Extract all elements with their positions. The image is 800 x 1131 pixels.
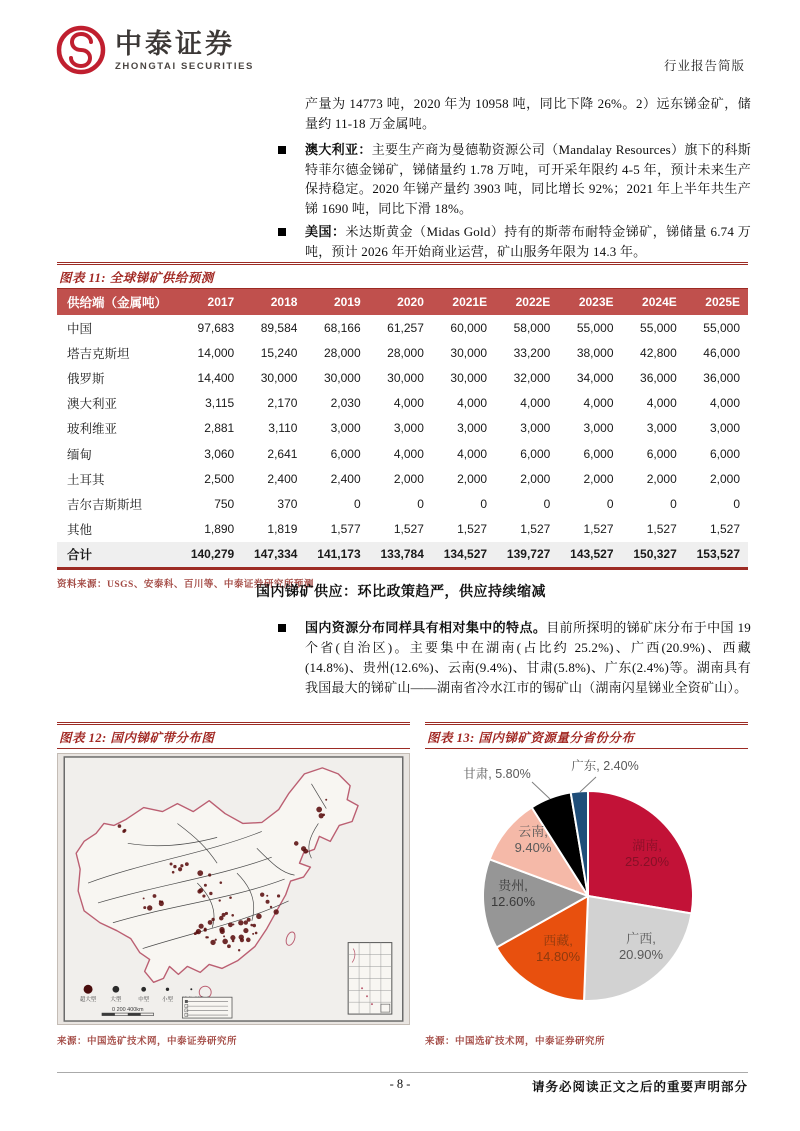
- china-map-figure: [57, 753, 410, 1025]
- section-heading: 国内锑矿供应：环比政策趋严，供应持续缩减: [256, 585, 546, 600]
- table-cell: 2,641: [242, 441, 305, 466]
- table-cell: 60,000: [432, 315, 495, 340]
- figure-title-rule: [425, 748, 748, 749]
- table-cell: 土耳其: [57, 466, 179, 491]
- pie-label-甘肃: 甘肃, 5.80%: [463, 767, 531, 781]
- pie-chart-svg: [425, 753, 748, 1025]
- table-cell: 俄罗斯: [57, 365, 179, 390]
- legend-label: 小型: [162, 997, 173, 1004]
- bullet-usa: [305, 222, 751, 261]
- table-header-cell: 2022E: [495, 289, 558, 315]
- table-cell: 6,000: [622, 441, 685, 466]
- figure-11-source: 资料来源：USGS、安泰科、百川等、中泰证券研究所预测: [57, 579, 314, 590]
- table-cell: 140,279: [179, 542, 242, 567]
- table-cell: 中国: [57, 315, 179, 340]
- table-cell: 1,819: [242, 517, 305, 542]
- pie-label-广西: 广西, 20.90%: [618, 931, 664, 962]
- table-cell: 0: [432, 491, 495, 516]
- table-row: [57, 491, 748, 516]
- table-cell: 133,784: [369, 542, 432, 567]
- pie-label-湖南: 湖南, 25.20%: [624, 838, 670, 869]
- table-cell: 2,170: [242, 391, 305, 416]
- bullet-marker: [278, 146, 286, 154]
- table-row: [57, 340, 748, 365]
- table-cell: 3,115: [179, 391, 242, 416]
- table-header-cell: 2020: [369, 289, 432, 315]
- table-cell: 0: [622, 491, 685, 516]
- logo-en-text: ZHONGTAI SECURITIES: [115, 60, 254, 72]
- table-header-cell: 2019: [305, 289, 368, 315]
- figure-12-block: [57, 722, 410, 1047]
- table-cell: 3,000: [622, 416, 685, 441]
- table-cell: 3,000: [558, 416, 621, 441]
- table-cell: 2,030: [305, 391, 368, 416]
- table-cell: 玻利维亚: [57, 416, 179, 441]
- table-cell: 143,527: [558, 542, 621, 567]
- bullet-domestic: [305, 618, 751, 698]
- table-cell: 750: [179, 491, 242, 516]
- bullet-lead: 美国：: [305, 224, 346, 239]
- supply-table: [57, 289, 748, 567]
- table-cell: 3,110: [242, 416, 305, 441]
- table-cell: 28,000: [305, 340, 368, 365]
- logo-cn-text: 中泰证券: [115, 28, 235, 59]
- table-cell: 141,173: [305, 542, 368, 567]
- bullet-australia: [305, 140, 751, 218]
- supply-table-body: [57, 315, 748, 567]
- table-cell: 38,000: [558, 340, 621, 365]
- table-header-cell: 2018: [242, 289, 305, 315]
- table-cell: 55,000: [558, 315, 621, 340]
- table-cell: 2,500: [179, 466, 242, 491]
- supply-table-head: [57, 289, 748, 315]
- pie-chart-figure: [425, 753, 748, 1025]
- table-cell: 2,000: [685, 466, 748, 491]
- table-cell: 吉尔吉斯斯坦: [57, 491, 179, 516]
- table-cell: 缅甸: [57, 441, 179, 466]
- table-cell: 2,000: [369, 466, 432, 491]
- figure-11-block: [57, 262, 748, 590]
- table-cell: 其他: [57, 517, 179, 542]
- bullet-marker: [278, 228, 286, 236]
- zhongtai-logo-icon: [55, 24, 107, 76]
- table-cell: 30,000: [432, 365, 495, 390]
- table-cell: 6,000: [305, 441, 368, 466]
- table-row: [57, 517, 748, 542]
- table-cell: 30,000: [432, 340, 495, 365]
- table-cell: 134,527: [432, 542, 495, 567]
- pie-label-云南: 云南, 9.40%: [514, 824, 552, 855]
- table-cell: 3,000: [685, 416, 748, 441]
- bullet-text: 主要生产商为曼德勒资源公司（Mandalay Resources）旗下的科斯特菲尔德金锑矿，锑储量约 1.78 万吨，可开采年限约 4-5 年，预计未来生产保持稳定。2020 年锑产量约 3903 吨，同比增长 92%；2021 年上半年共生产锑 1690 吨，同比下滑 18%。: [305, 142, 751, 216]
- table-row: [57, 365, 748, 390]
- table-cell: 30,000: [305, 365, 368, 390]
- table-cell: 2,000: [622, 466, 685, 491]
- map-scale-label: 0 200 400km: [112, 1007, 144, 1014]
- table-cell: 139,727: [495, 542, 558, 567]
- footer-disclaimer: 请务必阅读正文之后的重要声明部分: [531, 1080, 748, 1094]
- table-cell: 150,327: [622, 542, 685, 567]
- table-cell: 4,000: [432, 441, 495, 466]
- table-cell: 2,000: [495, 466, 558, 491]
- pie-label-广东: 广东, 2.40%: [571, 759, 639, 773]
- table-cell: 0: [305, 491, 368, 516]
- table-cell: 3,000: [432, 416, 495, 441]
- table-row: [57, 416, 748, 441]
- table-cell: 0: [495, 491, 558, 516]
- paragraph-continuation: 产量为 14773 吨，2020 年为 10958 吨，同比下降 26%。2）远东锑金矿，储量约 11-18 万金属吨。: [305, 96, 751, 131]
- table-cell: 1,527: [622, 517, 685, 542]
- table-header-cell: 2017: [179, 289, 242, 315]
- table-row: [57, 391, 748, 416]
- table-cell: 30,000: [369, 365, 432, 390]
- table-cell: 1,527: [558, 517, 621, 542]
- table-cell: 33,200: [495, 340, 558, 365]
- table-cell: 0: [558, 491, 621, 516]
- table-cell: 55,000: [622, 315, 685, 340]
- legend-label: 超大型: [79, 997, 97, 1004]
- table-cell: 0: [369, 491, 432, 516]
- pie-label-leader: [532, 782, 550, 799]
- table-cell: 2,400: [305, 466, 368, 491]
- table-cell: 4,000: [685, 391, 748, 416]
- table-cell: 合计: [57, 542, 179, 567]
- figure-title-rule: [57, 748, 410, 749]
- pie-label-贵州: 贵州, 12.60%: [490, 878, 536, 909]
- table-cell: 68,166: [305, 315, 368, 340]
- table-cell: 1,527: [369, 517, 432, 542]
- table-cell: 32,000: [495, 365, 558, 390]
- report-type-label: 行业报告简版: [663, 59, 745, 73]
- figure-11-title: 图表 11: 全球锑矿供给预测: [59, 271, 214, 285]
- table-cell: 2,000: [558, 466, 621, 491]
- table-cell: 3,000: [305, 416, 368, 441]
- table-header-cell: 2025E: [685, 289, 748, 315]
- figure-13-title: 图表 13: 国内锑矿资源量分省份分布: [427, 731, 635, 745]
- table-cell: 3,000: [369, 416, 432, 441]
- table-cell: 370: [242, 491, 305, 516]
- table-cell: 3,060: [179, 441, 242, 466]
- table-cell: 58,000: [495, 315, 558, 340]
- table-bottom-rule: [57, 567, 748, 570]
- table-cell: 1,527: [685, 517, 748, 542]
- table-cell: 46,000: [685, 340, 748, 365]
- table-cell: 34,000: [558, 365, 621, 390]
- table-cell: 1,577: [305, 517, 368, 542]
- pie-label-leader: [580, 777, 596, 792]
- header-logo: [55, 24, 254, 76]
- table-row: [57, 441, 748, 466]
- page-number: - 8 -: [389, 1077, 411, 1091]
- table-cell: 6,000: [558, 441, 621, 466]
- bullet-lead: 澳大利亚：: [305, 142, 372, 157]
- table-cell: 2,881: [179, 416, 242, 441]
- map-legend-box: [182, 997, 232, 1018]
- table-cell: 1,527: [432, 517, 495, 542]
- figure-12-title: 图表 12: 国内锑矿带分布图: [59, 731, 215, 745]
- legend-label: 中型: [138, 997, 150, 1004]
- table-cell: 28,000: [369, 340, 432, 365]
- table-header-cell: 2021E: [432, 289, 495, 315]
- table-cell: 4,000: [369, 391, 432, 416]
- table-header-cell: 供给端（金属吨）: [57, 289, 179, 315]
- table-cell: 147,334: [242, 542, 305, 567]
- table-cell: 4,000: [495, 391, 558, 416]
- bullet-marker: [278, 624, 286, 632]
- bullet-text: 目前所探明的锑矿床分布于中国 19 个省(自治区)。主要集中在湖南(占比约 25.2%)、广西(20.9%)、西藏(14.8%)、贵州(12.6%)、云南(9.4%)、甘肃(5.8%)、广东(2.4%)等。湖南具有我国最大的锑矿山——湖南省冷水江市的锡矿山（湖南闪星锑业全资矿山）。: [305, 620, 751, 695]
- bullet-lead: 国内资源分布同样具有相对集中的特点。: [305, 620, 547, 635]
- table-cell: 89,584: [242, 315, 305, 340]
- table-cell: 2,400: [242, 466, 305, 491]
- legend-label: 大型: [110, 997, 122, 1004]
- table-cell: 6,000: [685, 441, 748, 466]
- table-cell: 0: [685, 491, 748, 516]
- bullet-text: 米达斯黄金（Midas Gold）持有的斯蒂布耐特金锑矿，锑储量 6.74 万吨，预计 2026 年开始商业运营，矿山服务年限为 14.3 年。: [305, 224, 751, 259]
- south-sea-inset: [348, 943, 392, 1014]
- table-cell: 4,000: [558, 391, 621, 416]
- table-cell: 2,000: [432, 466, 495, 491]
- table-cell: 97,683: [179, 315, 242, 340]
- table-cell: 1,527: [495, 517, 558, 542]
- table-cell: 14,000: [179, 340, 242, 365]
- figure-13-source: 来源：中国选矿技术网，中泰证券研究所: [425, 1037, 606, 1047]
- table-row: [57, 315, 748, 340]
- table-cell: 36,000: [622, 365, 685, 390]
- table-cell: 30,000: [242, 365, 305, 390]
- pie-label-西藏: 西藏, 14.80%: [535, 933, 581, 964]
- table-cell: 4,000: [622, 391, 685, 416]
- figure-13-block: [425, 722, 748, 1047]
- table-cell: 塔吉克斯坦: [57, 340, 179, 365]
- table-cell: 61,257: [369, 315, 432, 340]
- table-header-cell: 2023E: [558, 289, 621, 315]
- table-cell: 1,890: [179, 517, 242, 542]
- table-cell: 6,000: [495, 441, 558, 466]
- table-cell: 15,240: [242, 340, 305, 365]
- table-cell: 澳大利亚: [57, 391, 179, 416]
- table-cell: 42,800: [622, 340, 685, 365]
- table-cell: 14,400: [179, 365, 242, 390]
- table-cell: 36,000: [685, 365, 748, 390]
- table-cell: 4,000: [432, 391, 495, 416]
- table-cell: 4,000: [369, 441, 432, 466]
- figure-12-source: 来源：中国选矿技术网，中泰证券研究所: [57, 1037, 238, 1047]
- table-cell: 55,000: [685, 315, 748, 340]
- table-total-row: [57, 542, 748, 567]
- footer-rule: [57, 1072, 748, 1073]
- table-row: [57, 466, 748, 491]
- table-cell: 3,000: [495, 416, 558, 441]
- table-cell: 153,527: [685, 542, 748, 567]
- table-header-cell: 2024E: [622, 289, 685, 315]
- china-map-svg: [58, 754, 409, 1024]
